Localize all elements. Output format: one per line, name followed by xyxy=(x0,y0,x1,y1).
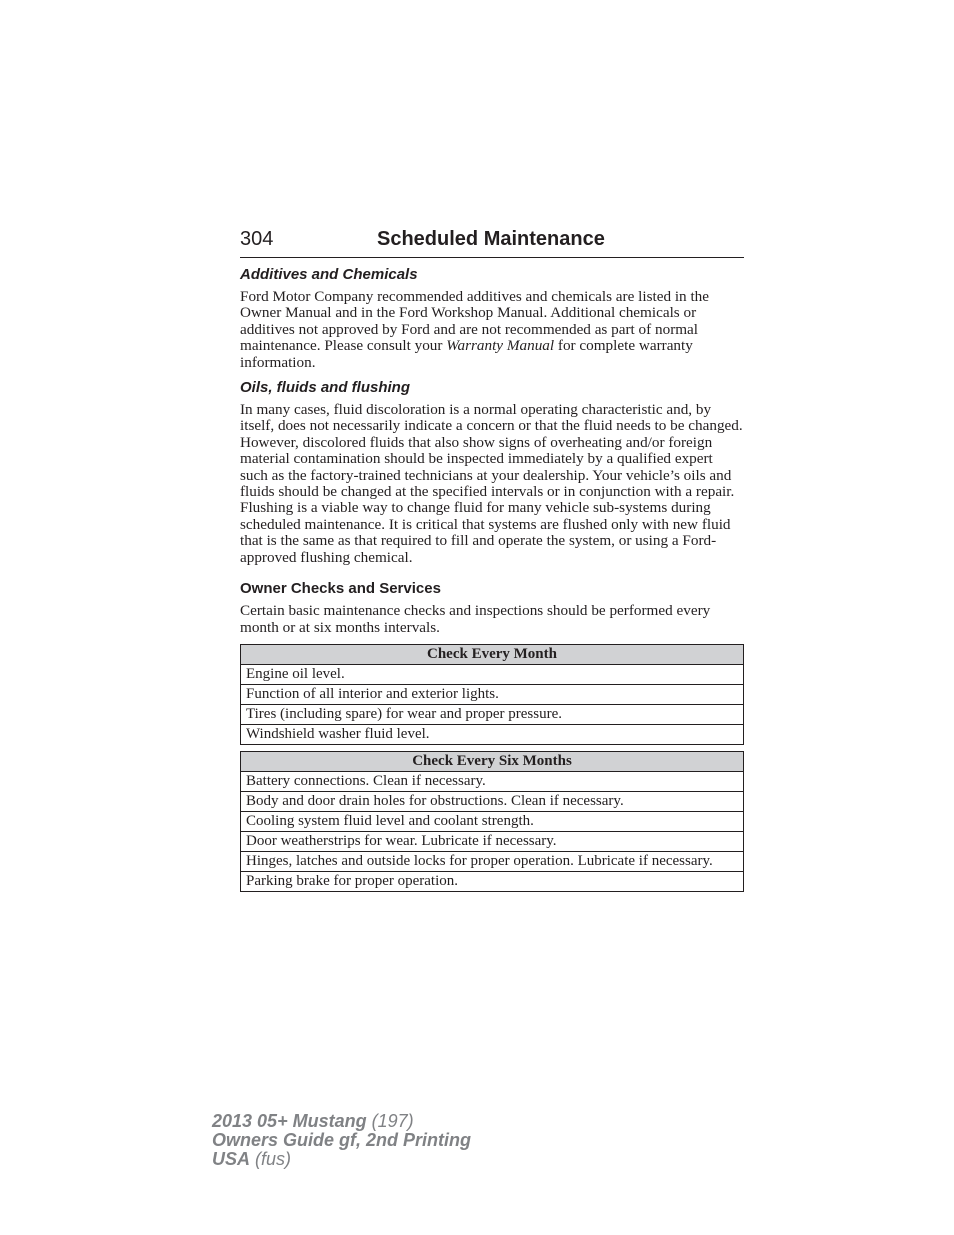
table-cell: Body and door drain holes for obstructions. Clean if necessary. xyxy=(241,791,744,811)
paragraph-text: Ford Motor Company recommended additives and chemicals are listed in the Owner Manual and in the Ford Workshop Manual. Additional chemicals or additives not approved by Ford and are not recommended as part of normal maintenance. Please consult your xyxy=(240,288,710,355)
table-row xyxy=(241,831,744,851)
six-month-checks-table xyxy=(240,751,744,892)
table-row xyxy=(241,871,744,891)
footer-model: 2013 05+ Mustang xyxy=(212,1111,367,1131)
table-cell: Engine oil level. xyxy=(241,664,744,684)
table-cell: Function of all interior and exterior lights. xyxy=(241,684,744,704)
section-oils xyxy=(240,379,744,566)
table-row xyxy=(241,724,744,744)
footer-line xyxy=(212,1131,471,1150)
footer-line xyxy=(212,1112,471,1131)
table-header-row xyxy=(241,644,744,664)
table-row xyxy=(241,704,744,724)
table-cell: Parking brake for proper operation. xyxy=(241,871,744,891)
section-paragraph: Certain basic maintenance checks and inspections should be performed every month or at six months intervals. xyxy=(240,602,711,636)
footer-market-code: (fus) xyxy=(250,1149,292,1169)
table-cell: Tires (including spare) for wear and proper pressure. xyxy=(241,704,744,724)
section-heading: Additives and Chemicals xyxy=(240,266,418,283)
table-cell: Cooling system fluid level and coolant strength. xyxy=(241,811,744,831)
footer-line xyxy=(212,1150,471,1169)
table-cell: Hinges, latches and outside locks for proper operation. Lubricate if necessary. xyxy=(241,851,744,871)
footer-model-code: (197) xyxy=(366,1111,414,1131)
section-heading: Oils, fluids and flushing xyxy=(240,379,411,397)
section-paragraph: In many cases, fluid discoloration is a normal operating characteristic and, by itself, does not necessarily indicate a concern or that the fluid needs to be changed. However, discolored fluids that also show signs of overheating and/or foreign material contamination should be inspected immediately by a qualified expert such as the factory-trained technicians at your dealership. Your vehicle’s oils and fluids should be changed at the specified intervals or in conjunction with a repair. Flushing is a viable way to change fluid for many vehicle sub-systems during scheduled maintenance. It is critical that systems are flushed only with new fluid that is the same as that required to fill and operate the system, or using a Ford-approved flushing chemical. xyxy=(240,401,743,566)
section-additives xyxy=(240,266,744,371)
table-header: Check Every Month xyxy=(241,644,744,664)
page-header xyxy=(240,228,744,258)
table-row xyxy=(241,664,744,684)
table-cell: Door weatherstrips for wear. Lubricate if necessary. xyxy=(241,831,744,851)
table-row xyxy=(241,811,744,831)
page-content xyxy=(240,228,744,892)
footer-market: USA xyxy=(212,1149,251,1169)
page-number: 304 xyxy=(240,228,274,250)
table-header-row xyxy=(241,751,744,771)
table-row xyxy=(241,851,744,871)
section-heading: Owner Checks and Services xyxy=(240,580,441,598)
monthly-checks-table xyxy=(240,644,744,745)
footer-guide: Owners Guide gf, 2nd Printing xyxy=(212,1130,472,1150)
section-owner-checks xyxy=(240,580,744,636)
section-paragraph xyxy=(240,289,744,371)
document-footer xyxy=(212,1112,471,1169)
paragraph-text: for complete warranty information. xyxy=(240,337,693,371)
table-row xyxy=(241,684,744,704)
table-row xyxy=(241,791,744,811)
table-cell: Windshield washer fluid level. xyxy=(241,724,744,744)
table-header: Check Every Six Months xyxy=(241,751,744,771)
table-row xyxy=(241,771,744,791)
warranty-manual-reference: Warranty Manual xyxy=(446,337,555,355)
page-title: Scheduled Maintenance xyxy=(377,228,605,250)
table-cell: Battery connections. Clean if necessary. xyxy=(241,771,744,791)
